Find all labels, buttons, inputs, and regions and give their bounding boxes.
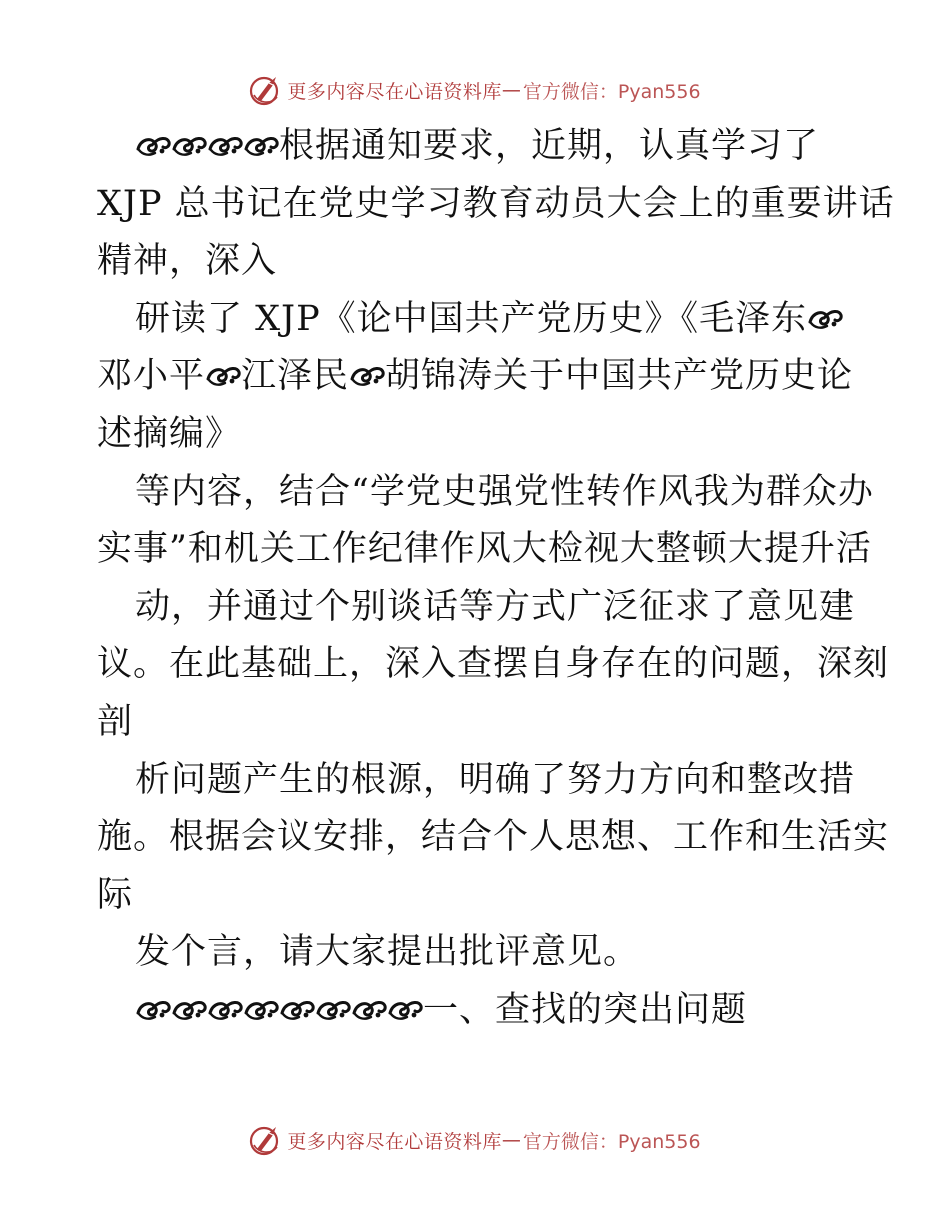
paragraph-line xyxy=(97,348,857,406)
paragraph-line xyxy=(97,406,857,464)
swash-ornament-icon xyxy=(171,984,207,1012)
swash-ornament-icon xyxy=(807,293,843,321)
body-text: 邓小平 xyxy=(97,356,206,397)
body-text: 研读了 XJP《论中国共产党历史》《毛泽东 xyxy=(135,298,808,339)
paragraph-line xyxy=(97,579,857,637)
paragraph-line xyxy=(97,176,895,234)
swash-ornament-icon xyxy=(205,350,241,378)
body-text: 实事”和机关工作纪律作风大检视大整顿大提升活 xyxy=(97,529,872,570)
body-text: 等内容，结合“学党史强党性转作风我为群众办 xyxy=(135,471,874,512)
paragraph-line xyxy=(97,118,857,176)
body-text: 际 xyxy=(97,874,134,915)
paragraph-line xyxy=(97,233,857,291)
swash-ornament-icon xyxy=(171,120,207,148)
banner-wechat: 官方微信：Pyan556 xyxy=(522,1130,701,1153)
paragraph-line xyxy=(97,924,857,982)
paragraph-line xyxy=(97,694,857,752)
body-text: 动，并通过个别谈话等方式广泛征求了意见建 xyxy=(135,586,856,627)
swash-ornament-icon xyxy=(387,984,423,1012)
pen-nib-logo-icon xyxy=(249,73,283,107)
body-text: 述摘编》 xyxy=(97,413,242,454)
body-text: 胡锦涛关于中国共产党历史论 xyxy=(385,356,854,397)
swash-ornament-icon xyxy=(135,120,171,148)
swash-ornament-icon xyxy=(207,120,243,148)
body-text: 剖 xyxy=(97,701,134,742)
footer-banner xyxy=(0,1120,950,1160)
swash-ornament-icon xyxy=(349,350,385,378)
swash-ornament-icon xyxy=(243,120,279,148)
paragraph-line xyxy=(97,867,857,925)
paragraph-line xyxy=(97,636,890,694)
swash-ornament-icon xyxy=(207,984,243,1012)
body-text: 议。在此基础上，深入查摆自身存在的问题，深刻 xyxy=(97,644,890,685)
swash-ornament-icon xyxy=(243,984,279,1012)
header-banner xyxy=(0,70,950,110)
swash-ornament-icon xyxy=(135,984,171,1012)
heading-text: 一、查找的突出问题 xyxy=(423,989,748,1030)
banner-text: 更多内容尽在心语资料库 xyxy=(287,80,502,103)
paragraph-line xyxy=(97,464,874,522)
banner-text: 更多内容尽在心语资料库 xyxy=(287,1130,502,1153)
paragraph-line xyxy=(97,521,872,579)
banner-separator: — xyxy=(501,1129,521,1151)
banner-wechat: 官方微信：Pyan556 xyxy=(522,80,701,103)
banner-separator: — xyxy=(501,79,521,101)
document-body xyxy=(97,118,895,1040)
paragraph-line xyxy=(97,291,857,349)
section-heading xyxy=(97,982,857,1040)
body-text: 精神，深入 xyxy=(97,241,278,282)
pen-nib-logo-icon xyxy=(249,1123,283,1157)
body-text: 施。根据会议安排，结合个人思想、工作和生活实 xyxy=(97,817,890,858)
body-text: 析问题产生的根源，明确了努力方向和整改措 xyxy=(135,759,856,800)
body-text: XJP 总书记在党史学习教育动员大会上的重要讲话 xyxy=(97,183,895,224)
swash-ornament-icon xyxy=(315,984,351,1012)
swash-ornament-icon xyxy=(351,984,387,1012)
paragraph-line xyxy=(97,809,890,867)
paragraph-line xyxy=(97,752,857,810)
body-text: 江泽民 xyxy=(241,356,350,397)
body-text: 根据通知要求，近期，认真学习了 xyxy=(279,126,820,166)
body-text: 发个言，请大家提出批评意见。 xyxy=(135,932,640,973)
swash-ornament-icon xyxy=(279,984,315,1012)
